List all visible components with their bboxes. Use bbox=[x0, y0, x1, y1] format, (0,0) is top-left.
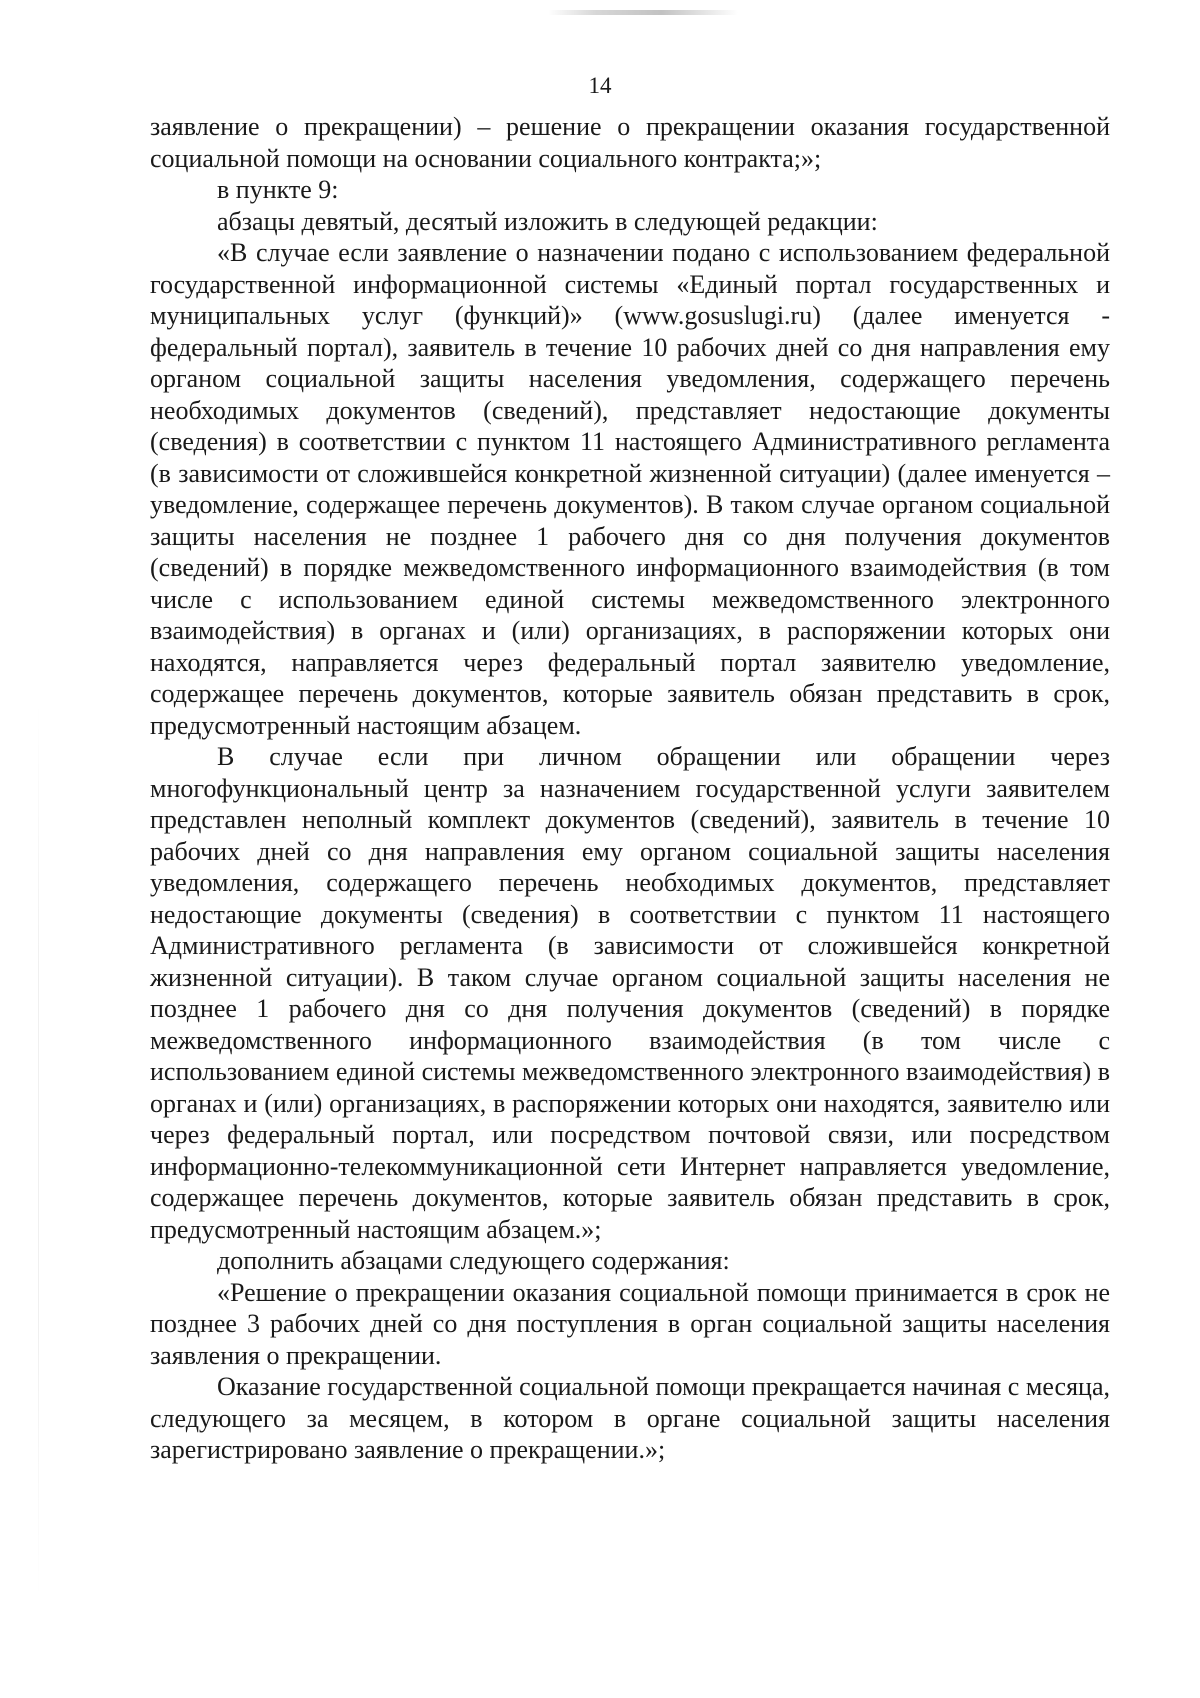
paragraph-1: заявление о прекращении) – решение о прекращении оказания государственной социальной помощи на основании социального контракта;»; bbox=[150, 112, 1110, 173]
paragraph-6: дополнить абзацами следующего содержания: bbox=[217, 1246, 730, 1275]
paragraph-8: Оказание государственной социальной помощи прекращается начиная с месяца, следующего за месяцем, в котором в органе социальной защиты населения зарегистрировано заявление о прекращении.»; bbox=[150, 1372, 1110, 1464]
paragraph-3: абзацы девятый, десятый изложить в следующей редакции: bbox=[217, 206, 878, 236]
paragraph-2: в пункте 9: bbox=[217, 175, 339, 204]
page-number: 14 bbox=[588, 73, 612, 98]
document-body bbox=[150, 111, 1110, 1466]
paragraph-7: «Решение о прекращении оказания социальной помощи принимается в срок не позднее 3 рабочих дней со дня поступления в орган социальной защиты населения заявления о прекращении. bbox=[150, 1277, 1110, 1370]
scan-artifact bbox=[548, 10, 738, 15]
paragraph-4: «В случае если заявление о назначении подано с использованием федеральной государственной информационной системы «Единый портал государственных и муниципальных услуг (функций)» (www.gosuslugi.ru) (далее именуется - федеральный портал), заявитель в течение 10 рабочих дней со дня направления ему органом социальной защиты населения уведомления, содержащего перечень необходимых документов (сведений), представляет недостающие документы (сведения) в соответствии с пунктом 11 настоящего Административного регламента (в зависимости от сложившейся конкретной жизненной ситуации) (далее именуется – уведомление, содержащее перечень документов). В таком случае органом социальной защиты населения не позднее 1 рабочего дня со дня получения документов (сведений) в порядке межведомственного информационного взаимодействия (в том числе с использованием единой системы межведомственного электронного взаимодействия) в органах и (или) организациях, в распоряжении которых они находятся, направляется через федеральный портал заявителю уведомление, содержащее перечень документов, которые заявитель обязан представить в срок, предусмотренный настоящим абзацем. bbox=[150, 238, 1110, 740]
scan-edge-artifact bbox=[38, 700, 39, 1600]
paragraph-5: В случае если при личном обращении или обращении через многофункциональный центр за назначением государственной услуги заявителем представлен неполный комплект документов (сведений), заявитель в течение 10 рабочих дней со дня направления ему органом социальной защиты населения уведомления, содержащего перечень необходимых документов, представляет недостающие документы (сведения) в соответствии с пунктом 11 настоящего Административного регламента (в зависимости от сложившейся конкретной жизненной ситуации). В таком случае органом социальной защиты населения не позднее 1 рабочего дня со дня получения документов (сведений) в порядке межведомственного информационного взаимодействия (в том числе с использованием единой системы межведомственного электронного взаимодействия) в органах и (или) организациях, в распоряжении которых они находятся, заявителю или через федеральный портал, или посредством почтовой связи, или посредством информационно-телекоммуникационной сети Интернет направляется уведомление, содержащее перечень документов, которые заявитель обязан представить в срок, предусмотренный настоящим абзацем.»; bbox=[150, 742, 1110, 1244]
